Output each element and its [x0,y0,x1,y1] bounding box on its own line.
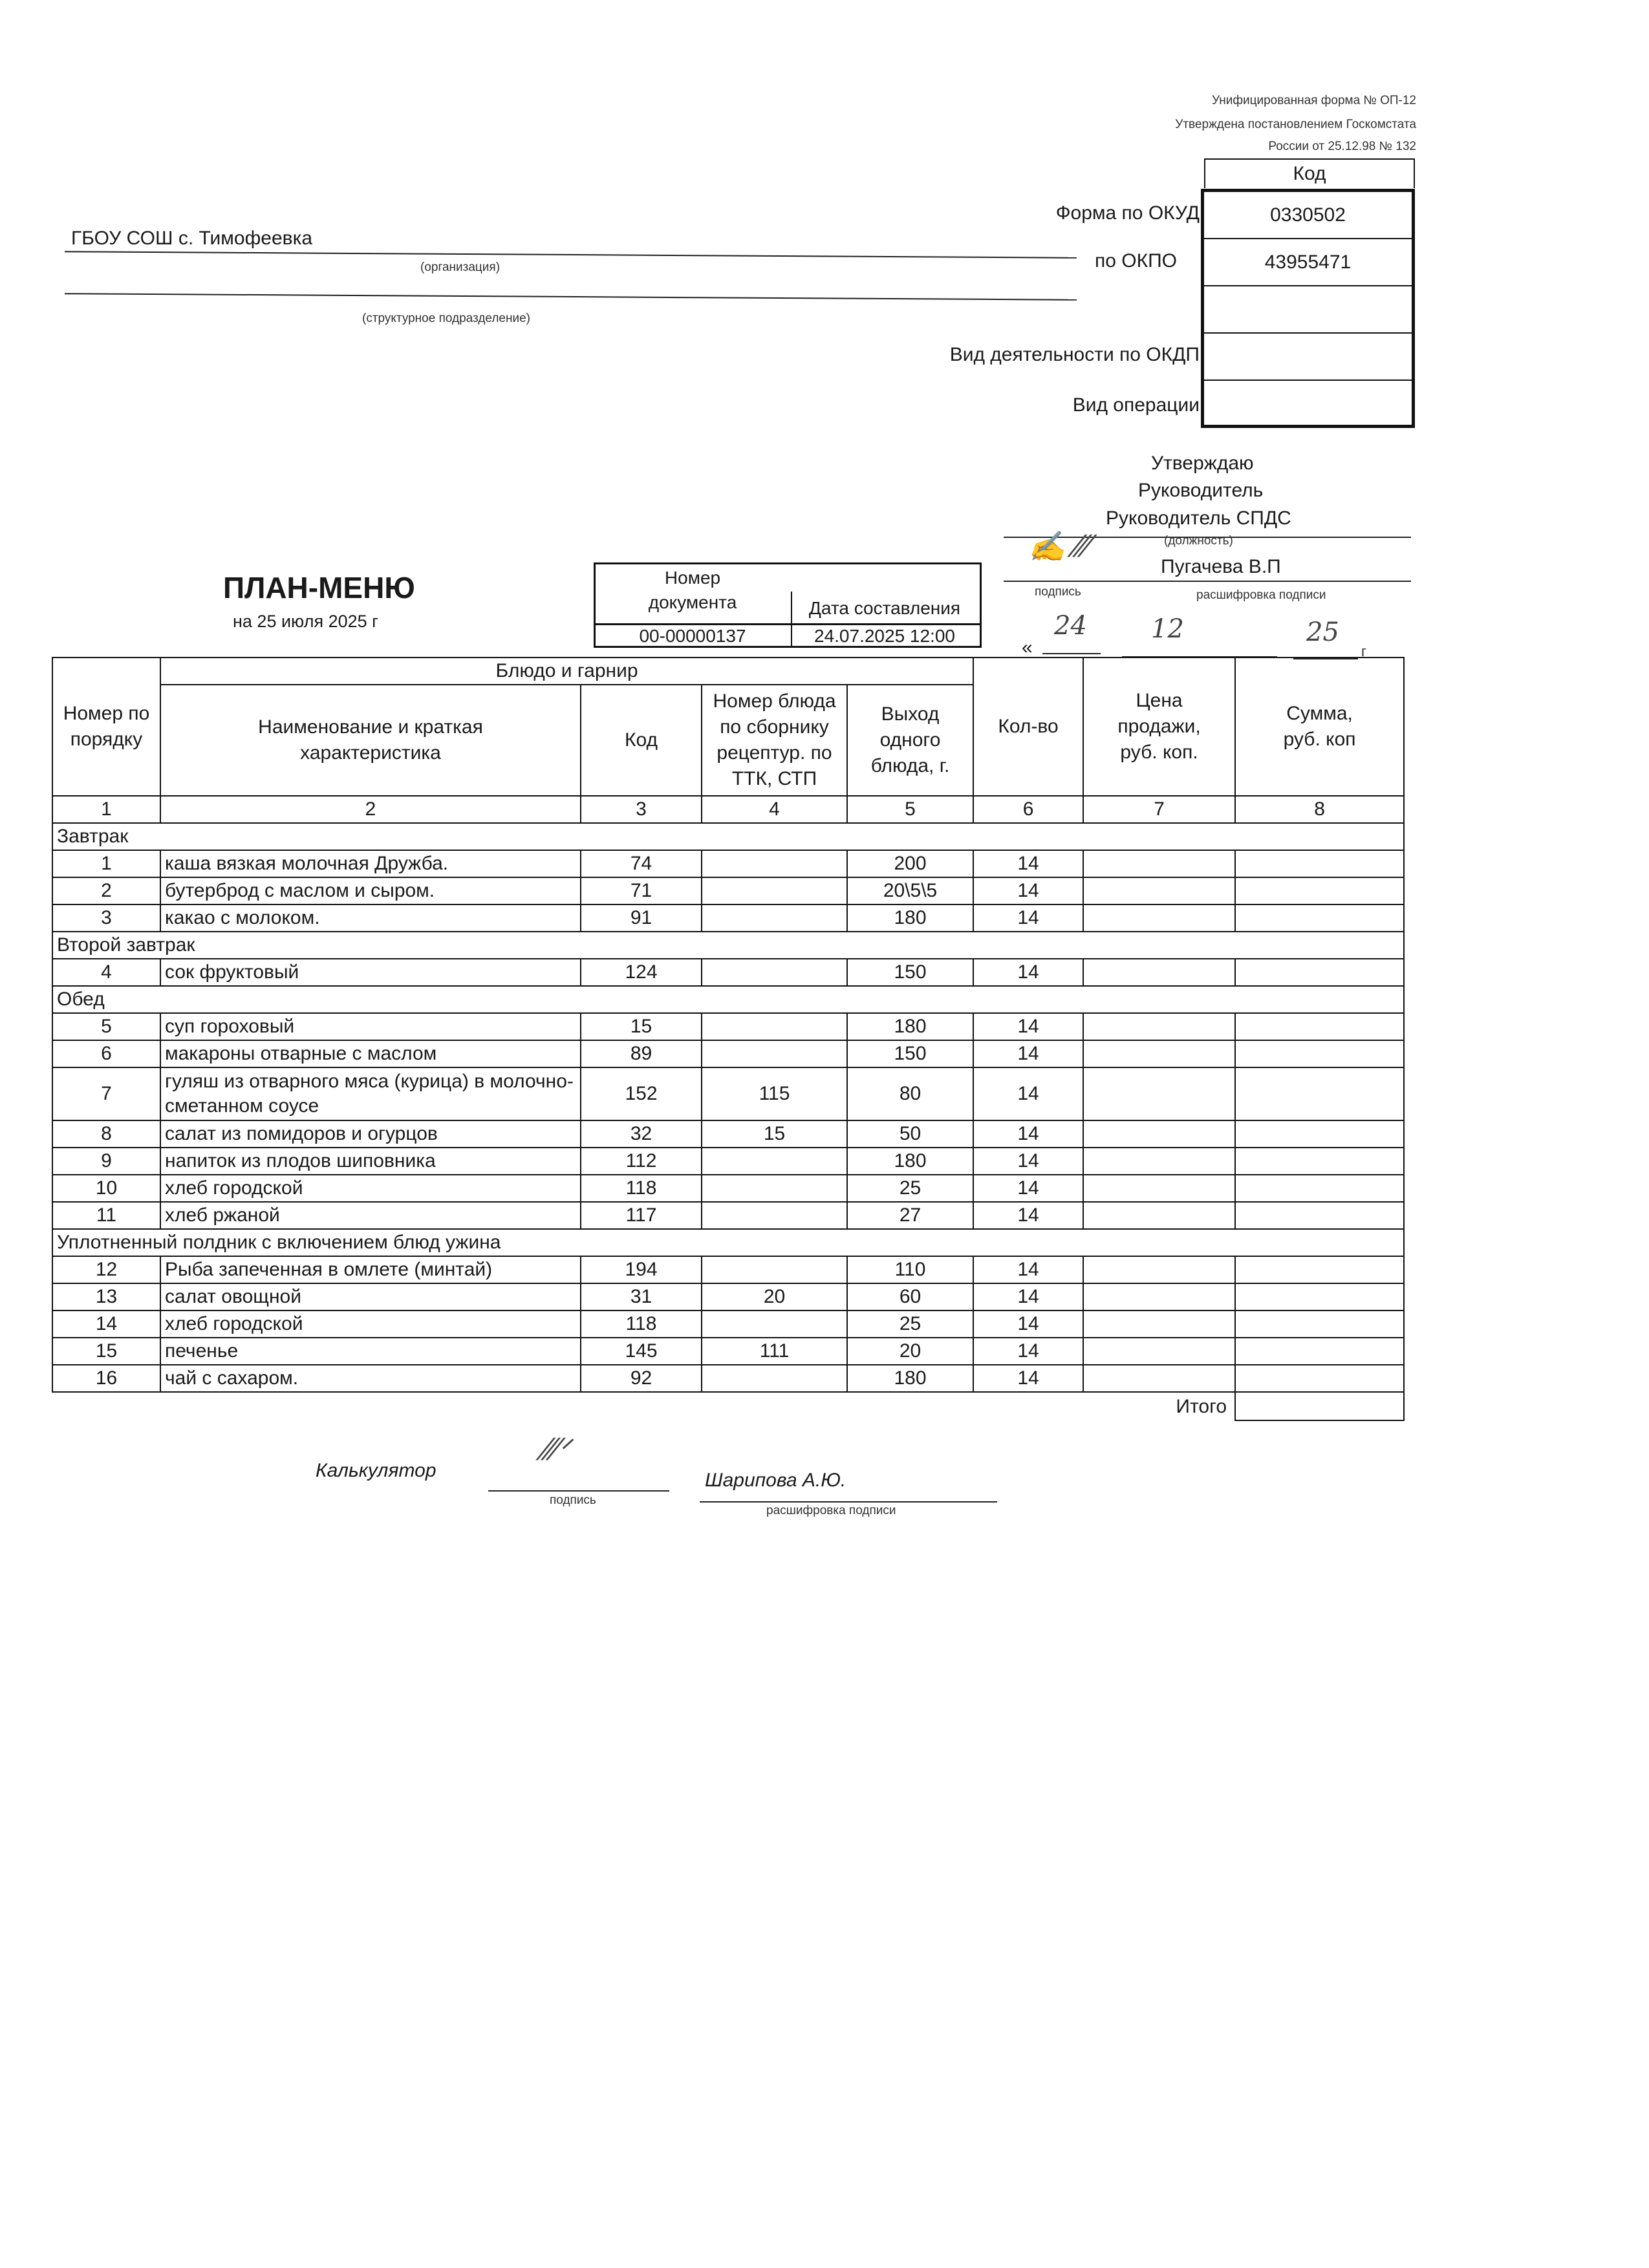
total-row [52,1392,1404,1420]
total-label: Итого [1176,1395,1227,1417]
row-qty: 14 [973,1040,1083,1067]
col-number: 2 [160,796,581,823]
row-price [1083,850,1235,877]
table-row [52,850,1404,877]
code-header: Код [1204,158,1415,188]
row-name: гуляш из отварного мяса (курица) в молочно-сметанном соусе [160,1067,581,1120]
row-price [1083,1365,1235,1392]
row-no: 1 [52,850,160,877]
row-recipe: 20 [702,1283,847,1311]
row-qty: 14 [973,1338,1083,1365]
col-number: 8 [1235,796,1404,823]
row-output: 80 [847,1067,973,1120]
row-code: 91 [581,904,702,932]
row-no: 10 [52,1175,160,1202]
document-title: ПЛАН-МЕНЮ [223,571,415,604]
section-title: Завтрак [52,823,1404,850]
row-qty: 14 [973,1175,1083,1202]
row-price [1083,959,1235,986]
row-qty: 14 [973,1148,1083,1175]
table-row [52,1338,1404,1365]
section-title: Уплотненный полдник с включением блюд ужина [52,1229,1404,1256]
row-name: макароны отварные с маслом [160,1040,581,1067]
approval-signature-mark: ✍ ⁄⁄⁄ [1028,529,1090,564]
section-row [52,1229,1404,1256]
form-note-line1: Унифицированная форма № ОП-12 [1212,94,1416,107]
row-qty: 14 [973,1202,1083,1229]
section-row [52,986,1404,1013]
row-sum [1235,1311,1404,1338]
row-qty: 14 [973,1283,1083,1311]
row-no: 13 [52,1283,160,1311]
row-no: 11 [52,1202,160,1229]
row-code: 152 [581,1067,702,1120]
row-sum [1235,1256,1404,1283]
section-row [52,932,1404,959]
doc-number-value: 00-00000137 [639,626,746,646]
table-header-group-row [52,658,1404,685]
row-sum [1235,959,1404,986]
col-number: 7 [1083,796,1235,823]
row-sum [1235,850,1404,877]
row-no: 16 [52,1365,160,1392]
row-name: какао с молоком. [160,904,581,932]
header-qty: Кол-во [973,658,1083,796]
form-note-line3: России от 25.12.98 № 132 [1268,140,1416,153]
row-code: 32 [581,1120,702,1148]
okud-code: 0330502 [1204,192,1412,239]
row-output: 60 [847,1283,973,1311]
row-code: 117 [581,1202,702,1229]
row-sum [1235,1175,1404,1202]
row-qty: 14 [973,1067,1083,1120]
row-qty: 14 [973,850,1083,877]
approval-date-suffix: г [1361,643,1367,659]
col-number: 4 [702,796,847,823]
row-recipe [702,1040,847,1067]
row-recipe [702,904,847,932]
organization-name: ГБОУ СОШ с. Тимофеевка [71,228,313,249]
row-name: сок фруктовый [160,959,581,986]
row-code: 112 [581,1148,702,1175]
table-row [52,1283,1404,1311]
row-recipe [702,1175,847,1202]
row-price [1083,1256,1235,1283]
row-name: хлеб городской [160,1175,581,1202]
row-qty: 14 [973,1256,1083,1283]
row-code: 124 [581,959,702,986]
doc-box-hline [596,623,980,625]
approval-name: Пугачева В.П [1161,556,1281,577]
row-sum [1235,1120,1404,1148]
row-no: 9 [52,1148,160,1175]
organization-caption: (организация) [420,261,501,274]
row-code: 15 [581,1013,702,1040]
approval-title: Утверждаю [1151,453,1254,474]
column-numbers-row [52,796,1404,823]
row-output: 50 [847,1120,973,1148]
row-price [1083,1202,1235,1229]
section-row [52,823,1404,850]
table-row [52,1040,1404,1067]
okud-label: Форма по ОКУД [1055,202,1200,224]
table-row [52,877,1404,904]
row-qty: 14 [973,877,1083,904]
row-recipe [702,850,847,877]
table-row [52,1202,1404,1229]
row-code: 118 [581,1175,702,1202]
row-output: 20\5\5 [847,877,973,904]
row-recipe [702,1013,847,1040]
total-value [1235,1392,1404,1420]
row-recipe [702,1365,847,1392]
row-no: 2 [52,877,160,904]
header-code: Код [581,685,702,796]
header-order-no: Номер по порядку [52,658,160,796]
row-output: 180 [847,1013,973,1040]
code-box [1201,189,1415,428]
row-recipe [702,1256,847,1283]
row-no: 4 [52,959,160,986]
calculator-sign-line [488,1490,669,1492]
row-no: 6 [52,1040,160,1067]
row-price [1083,1120,1235,1148]
okdp-label: Вид деятельности по ОКДП [949,344,1200,365]
calculator-signature-mark: ⁄⁄⁄ᐟ [543,1432,571,1467]
table-row [52,959,1404,986]
row-sum [1235,1202,1404,1229]
row-recipe: 111 [702,1338,847,1365]
row-name: салат овощной [160,1283,581,1311]
row-qty: 14 [973,1013,1083,1040]
row-sum [1235,1283,1404,1311]
approval-name-line [1004,581,1411,582]
row-recipe [702,959,847,986]
approval-date-month: 12 [1151,614,1184,644]
row-output: 200 [847,850,973,877]
row-name: бутерброд с маслом и сыром. [160,877,581,904]
section-title: Второй завтрак [52,932,1404,959]
table-row [52,1311,1404,1338]
table-row [52,904,1404,932]
row-name: Рыба запеченная в омлете (минтай) [160,1256,581,1283]
row-code: 89 [581,1040,702,1067]
row-qty: 14 [973,1365,1083,1392]
row-code: 74 [581,850,702,877]
approval-date-day: 24 [1054,611,1087,641]
row-code: 92 [581,1365,702,1392]
row-name: хлеб ржаной [160,1202,581,1229]
row-qty: 14 [973,1311,1083,1338]
col-number: 3 [581,796,702,823]
row-no: 15 [52,1338,160,1365]
calculator-decode-caption: расшифровка подписи [766,1504,896,1517]
row-sum [1235,1013,1404,1040]
row-recipe [702,1311,847,1338]
row-price [1083,1148,1235,1175]
header-dish-group: Блюдо и гарнир [160,658,973,685]
row-name: печенье [160,1338,581,1365]
calculator-name: Шарипова А.Ю. [705,1470,846,1491]
row-recipe [702,877,847,904]
date-day-line [1042,653,1101,654]
table-row [52,1175,1404,1202]
date-open-quote: « [1022,637,1033,658]
okpo-code: 43955471 [1204,239,1412,286]
document-subtitle: на 25 июля 2025 г [233,612,378,631]
row-output: 150 [847,1040,973,1067]
table-row [52,1120,1404,1148]
row-no: 8 [52,1120,160,1148]
row-qty: 14 [973,959,1083,986]
row-no: 12 [52,1256,160,1283]
row-price [1083,877,1235,904]
row-sum [1235,904,1404,932]
doc-number-header: Номер документа [648,568,737,612]
header-name: Наименование и краткая характеристика [160,685,581,796]
row-recipe: 15 [702,1120,847,1148]
header-price: Цена продажи, руб. коп. [1083,658,1235,796]
row-output: 180 [847,1365,973,1392]
calculator-label: Калькулятор [316,1460,436,1481]
row-price [1083,1040,1235,1067]
col-number: 6 [973,796,1083,823]
empty-code [1204,286,1412,334]
row-qty: 14 [973,904,1083,932]
row-code: 145 [581,1338,702,1365]
row-sum [1235,1365,1404,1392]
row-price [1083,1338,1235,1365]
row-name: чай с сахаром. [160,1365,581,1392]
row-sum [1235,1067,1404,1120]
row-sum [1235,1148,1404,1175]
approval-position: Руководитель СПДС [1106,508,1291,529]
row-no: 5 [52,1013,160,1040]
row-output: 25 [847,1175,973,1202]
position-caption: (должность) [1164,534,1233,548]
approval-decode-caption: расшифровка подписи [1196,588,1326,602]
organization-line [65,251,1077,259]
row-qty: 14 [973,1120,1083,1148]
row-sum [1235,1338,1404,1365]
row-output: 150 [847,959,973,986]
subdivision-line [65,293,1077,301]
row-code: 118 [581,1311,702,1338]
calculator-name-line [700,1501,997,1503]
col-number: 1 [52,796,160,823]
row-output: 25 [847,1311,973,1338]
menu-table [52,657,1405,1421]
row-name: суп гороховый [160,1013,581,1040]
operation-label: Вид операции [1072,394,1200,416]
row-recipe: 115 [702,1067,847,1120]
operation-code [1204,381,1412,428]
row-output: 180 [847,1148,973,1175]
row-sum [1235,1040,1404,1067]
header-recipe: Номер блюда по сборнику рецептур. по ТТК, СТП [702,685,847,796]
table-row [52,1067,1404,1120]
row-output: 27 [847,1202,973,1229]
row-code: 194 [581,1256,702,1283]
row-output: 110 [847,1256,973,1283]
row-recipe [702,1148,847,1175]
section-title: Обед [52,986,1404,1013]
row-price [1083,1013,1235,1040]
header-sum: Сумма, руб. коп [1235,658,1404,796]
table-row [52,1013,1404,1040]
row-price [1083,1311,1235,1338]
calculator-sign-caption: подпись [550,1493,596,1507]
document-number-box [594,562,982,648]
table-row [52,1256,1404,1283]
table-row [52,1148,1404,1175]
row-no: 7 [52,1067,160,1120]
table-row [52,1365,1404,1392]
doc-date-header: Дата составления [808,598,961,618]
subdivision-caption: (структурное подразделение) [362,312,530,325]
row-code: 31 [581,1283,702,1311]
row-code: 71 [581,877,702,904]
row-no: 3 [52,904,160,932]
header-output: Выход одного блюда, г. [847,685,973,796]
row-name: напиток из плодов шиповника [160,1148,581,1175]
row-name: салат из помидоров и огурцов [160,1120,581,1148]
okdp-code [1204,334,1412,381]
row-sum [1235,877,1404,904]
row-name: хлеб городской [160,1311,581,1338]
row-price [1083,904,1235,932]
approval-role: Руководитель [1138,480,1264,501]
row-price [1083,1175,1235,1202]
form-note-line2: Утверждена постановлением Госкомстата [1175,118,1416,131]
row-name: каша вязкая молочная Дружба. [160,850,581,877]
approval-date-year: 25 [1306,617,1339,647]
row-recipe [702,1202,847,1229]
doc-date-value: 24.07.2025 12:00 [814,626,955,646]
row-output: 20 [847,1338,973,1365]
row-price [1083,1283,1235,1311]
row-no: 14 [52,1311,160,1338]
approval-sign-caption: подпись [1035,585,1081,599]
row-output: 180 [847,904,973,932]
col-number: 5 [847,796,973,823]
row-price [1083,1067,1235,1120]
okpo-label: по ОКПО [1095,250,1177,272]
